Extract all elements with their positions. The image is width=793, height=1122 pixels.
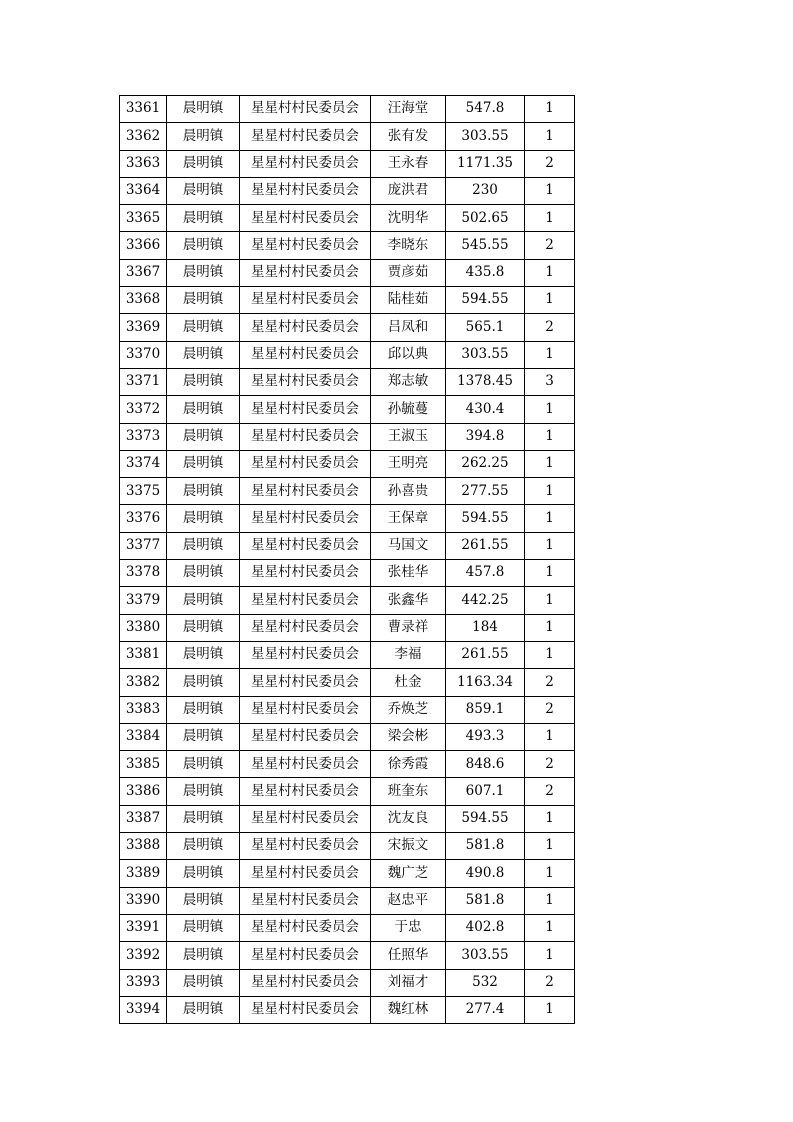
amount-cell: 303.55 — [446, 123, 525, 150]
table-row — [120, 614, 575, 641]
table-row — [120, 969, 575, 996]
table-body — [120, 96, 575, 1024]
row-number-cell: 3368 — [120, 287, 167, 314]
town-cell: 晨明镇 — [167, 942, 240, 969]
person-name-cell: 刘福才 — [371, 969, 446, 996]
town-cell: 晨明镇 — [167, 96, 240, 123]
count-cell: 1 — [525, 450, 575, 477]
town-cell: 晨明镇 — [167, 287, 240, 314]
count-cell: 1 — [525, 259, 575, 286]
person-name-cell: 汪海堂 — [371, 96, 446, 123]
town-cell: 晨明镇 — [167, 887, 240, 914]
count-cell: 1 — [525, 423, 575, 450]
person-name-cell: 梁会彬 — [371, 723, 446, 750]
count-cell: 2 — [525, 778, 575, 805]
count-cell: 1 — [525, 833, 575, 860]
row-number-cell: 3377 — [120, 532, 167, 559]
town-cell: 晨明镇 — [167, 669, 240, 696]
person-name-cell: 杜金 — [371, 669, 446, 696]
town-cell: 晨明镇 — [167, 641, 240, 668]
table-row — [120, 833, 575, 860]
person-name-cell: 孙喜贵 — [371, 478, 446, 505]
row-number-cell: 3390 — [120, 887, 167, 914]
village-committee-cell: 星星村村民委员会 — [240, 177, 371, 204]
person-name-cell: 曹录祥 — [371, 614, 446, 641]
records-table — [119, 95, 575, 1024]
person-name-cell: 张桂华 — [371, 560, 446, 587]
village-committee-cell: 星星村村民委员会 — [240, 259, 371, 286]
table-row — [120, 505, 575, 532]
amount-cell: 581.8 — [446, 887, 525, 914]
row-number-cell: 3387 — [120, 805, 167, 832]
row-number-cell: 3376 — [120, 505, 167, 532]
village-committee-cell: 星星村村民委员会 — [240, 368, 371, 395]
amount-cell: 277.55 — [446, 478, 525, 505]
person-name-cell: 贾彦茹 — [371, 259, 446, 286]
amount-cell: 1163.34 — [446, 669, 525, 696]
count-cell: 1 — [525, 805, 575, 832]
person-name-cell: 李晓东 — [371, 232, 446, 259]
count-cell: 1 — [525, 641, 575, 668]
table-row — [120, 805, 575, 832]
table-row — [120, 942, 575, 969]
table-row — [120, 860, 575, 887]
town-cell: 晨明镇 — [167, 560, 240, 587]
row-number-cell: 3369 — [120, 314, 167, 341]
count-cell: 1 — [525, 287, 575, 314]
village-committee-cell: 星星村村民委员会 — [240, 914, 371, 941]
row-number-cell: 3394 — [120, 996, 167, 1023]
town-cell: 晨明镇 — [167, 314, 240, 341]
count-cell: 1 — [525, 341, 575, 368]
person-name-cell: 张有发 — [371, 123, 446, 150]
village-committee-cell: 星星村村民委员会 — [240, 887, 371, 914]
table-row — [120, 205, 575, 232]
town-cell: 晨明镇 — [167, 996, 240, 1023]
person-name-cell: 李福 — [371, 641, 446, 668]
table-row — [120, 341, 575, 368]
table-row — [120, 150, 575, 177]
town-cell: 晨明镇 — [167, 860, 240, 887]
village-committee-cell: 星星村村民委员会 — [240, 969, 371, 996]
town-cell: 晨明镇 — [167, 969, 240, 996]
town-cell: 晨明镇 — [167, 123, 240, 150]
person-name-cell: 魏广芝 — [371, 860, 446, 887]
table-row — [120, 450, 575, 477]
village-committee-cell: 星星村村民委员会 — [240, 641, 371, 668]
count-cell: 1 — [525, 887, 575, 914]
row-number-cell: 3363 — [120, 150, 167, 177]
village-committee-cell: 星星村村民委员会 — [240, 505, 371, 532]
table-row — [120, 478, 575, 505]
row-number-cell: 3380 — [120, 614, 167, 641]
count-cell: 2 — [525, 696, 575, 723]
row-number-cell: 3386 — [120, 778, 167, 805]
row-number-cell: 3373 — [120, 423, 167, 450]
row-number-cell: 3374 — [120, 450, 167, 477]
amount-cell: 394.8 — [446, 423, 525, 450]
person-name-cell: 吕凤和 — [371, 314, 446, 341]
town-cell: 晨明镇 — [167, 914, 240, 941]
village-committee-cell: 星星村村民委员会 — [240, 778, 371, 805]
village-committee-cell: 星星村村民委员会 — [240, 314, 371, 341]
row-number-cell: 3384 — [120, 723, 167, 750]
person-name-cell: 赵忠平 — [371, 887, 446, 914]
table-row — [120, 96, 575, 123]
person-name-cell: 庞洪君 — [371, 177, 446, 204]
table-row — [120, 396, 575, 423]
town-cell: 晨明镇 — [167, 450, 240, 477]
person-name-cell: 郑志敏 — [371, 368, 446, 395]
row-number-cell: 3381 — [120, 641, 167, 668]
amount-cell: 594.55 — [446, 505, 525, 532]
table-row — [120, 177, 575, 204]
amount-cell: 607.1 — [446, 778, 525, 805]
amount-cell: 262.25 — [446, 450, 525, 477]
amount-cell: 277.4 — [446, 996, 525, 1023]
village-committee-cell: 星星村村民委员会 — [240, 450, 371, 477]
person-name-cell: 王保章 — [371, 505, 446, 532]
table-row — [120, 887, 575, 914]
village-committee-cell: 星星村村民委员会 — [240, 614, 371, 641]
town-cell: 晨明镇 — [167, 587, 240, 614]
town-cell: 晨明镇 — [167, 177, 240, 204]
amount-cell: 532 — [446, 969, 525, 996]
village-committee-cell: 星星村村民委员会 — [240, 942, 371, 969]
town-cell: 晨明镇 — [167, 368, 240, 395]
row-number-cell: 3364 — [120, 177, 167, 204]
amount-cell: 1171.35 — [446, 150, 525, 177]
amount-cell: 457.8 — [446, 560, 525, 587]
count-cell: 2 — [525, 669, 575, 696]
amount-cell: 594.55 — [446, 287, 525, 314]
town-cell: 晨明镇 — [167, 805, 240, 832]
person-name-cell: 马国文 — [371, 532, 446, 559]
person-name-cell: 任照华 — [371, 942, 446, 969]
row-number-cell: 3382 — [120, 669, 167, 696]
town-cell: 晨明镇 — [167, 532, 240, 559]
count-cell: 1 — [525, 560, 575, 587]
count-cell: 1 — [525, 123, 575, 150]
count-cell: 2 — [525, 969, 575, 996]
amount-cell: 594.55 — [446, 805, 525, 832]
table-row — [120, 778, 575, 805]
person-name-cell: 王明亮 — [371, 450, 446, 477]
table-row — [120, 259, 575, 286]
row-number-cell: 3361 — [120, 96, 167, 123]
count-cell: 1 — [525, 860, 575, 887]
village-committee-cell: 星星村村民委员会 — [240, 587, 371, 614]
town-cell: 晨明镇 — [167, 696, 240, 723]
table-row — [120, 314, 575, 341]
amount-cell: 859.1 — [446, 696, 525, 723]
row-number-cell: 3383 — [120, 696, 167, 723]
village-committee-cell: 星星村村民委员会 — [240, 833, 371, 860]
village-committee-cell: 星星村村民委员会 — [240, 751, 371, 778]
count-cell: 1 — [525, 96, 575, 123]
person-name-cell: 乔焕芝 — [371, 696, 446, 723]
table-row — [120, 996, 575, 1023]
count-cell: 1 — [525, 205, 575, 232]
town-cell: 晨明镇 — [167, 833, 240, 860]
table-row — [120, 669, 575, 696]
row-number-cell: 3393 — [120, 969, 167, 996]
person-name-cell: 沈明华 — [371, 205, 446, 232]
row-number-cell: 3366 — [120, 232, 167, 259]
table-row — [120, 751, 575, 778]
table-row — [120, 914, 575, 941]
village-committee-cell: 星星村村民委员会 — [240, 723, 371, 750]
row-number-cell: 3362 — [120, 123, 167, 150]
person-name-cell: 徐秀霞 — [371, 751, 446, 778]
table-row — [120, 587, 575, 614]
person-name-cell: 王永春 — [371, 150, 446, 177]
amount-cell: 303.55 — [446, 341, 525, 368]
row-number-cell: 3392 — [120, 942, 167, 969]
count-cell: 1 — [525, 942, 575, 969]
row-number-cell: 3370 — [120, 341, 167, 368]
village-committee-cell: 星星村村民委员会 — [240, 478, 371, 505]
village-committee-cell: 星星村村民委员会 — [240, 232, 371, 259]
count-cell: 1 — [525, 587, 575, 614]
amount-cell: 261.55 — [446, 641, 525, 668]
village-committee-cell: 星星村村民委员会 — [240, 123, 371, 150]
person-name-cell: 孙毓蔓 — [371, 396, 446, 423]
table-row — [120, 723, 575, 750]
table-row — [120, 123, 575, 150]
village-committee-cell: 星星村村民委员会 — [240, 396, 371, 423]
row-number-cell: 3391 — [120, 914, 167, 941]
row-number-cell: 3379 — [120, 587, 167, 614]
village-committee-cell: 星星村村民委员会 — [240, 150, 371, 177]
amount-cell: 565.1 — [446, 314, 525, 341]
village-committee-cell: 星星村村民委员会 — [240, 805, 371, 832]
count-cell: 3 — [525, 368, 575, 395]
village-committee-cell: 星星村村民委员会 — [240, 669, 371, 696]
row-number-cell: 3371 — [120, 368, 167, 395]
village-committee-cell: 星星村村民委员会 — [240, 341, 371, 368]
amount-cell: 402.8 — [446, 914, 525, 941]
amount-cell: 430.4 — [446, 396, 525, 423]
village-committee-cell: 星星村村民委员会 — [240, 287, 371, 314]
person-name-cell: 张鑫华 — [371, 587, 446, 614]
person-name-cell: 魏红林 — [371, 996, 446, 1023]
amount-cell: 581.8 — [446, 833, 525, 860]
count-cell: 2 — [525, 232, 575, 259]
person-name-cell: 王淑玉 — [371, 423, 446, 450]
count-cell: 2 — [525, 150, 575, 177]
town-cell: 晨明镇 — [167, 150, 240, 177]
town-cell: 晨明镇 — [167, 232, 240, 259]
amount-cell: 303.55 — [446, 942, 525, 969]
town-cell: 晨明镇 — [167, 614, 240, 641]
row-number-cell: 3367 — [120, 259, 167, 286]
amount-cell: 1378.45 — [446, 368, 525, 395]
row-number-cell: 3389 — [120, 860, 167, 887]
amount-cell: 490.8 — [446, 860, 525, 887]
row-number-cell: 3375 — [120, 478, 167, 505]
amount-cell: 184 — [446, 614, 525, 641]
table-row — [120, 232, 575, 259]
town-cell: 晨明镇 — [167, 205, 240, 232]
row-number-cell: 3388 — [120, 833, 167, 860]
village-committee-cell: 星星村村民委员会 — [240, 560, 371, 587]
row-number-cell: 3372 — [120, 396, 167, 423]
person-name-cell: 宋振文 — [371, 833, 446, 860]
count-cell: 2 — [525, 314, 575, 341]
table-row — [120, 423, 575, 450]
town-cell: 晨明镇 — [167, 341, 240, 368]
person-name-cell: 于忠 — [371, 914, 446, 941]
person-name-cell: 沈友良 — [371, 805, 446, 832]
count-cell: 1 — [525, 532, 575, 559]
town-cell: 晨明镇 — [167, 478, 240, 505]
amount-cell: 547.8 — [446, 96, 525, 123]
count-cell: 1 — [525, 723, 575, 750]
amount-cell: 435.8 — [446, 259, 525, 286]
row-number-cell: 3378 — [120, 560, 167, 587]
town-cell: 晨明镇 — [167, 423, 240, 450]
village-committee-cell: 星星村村民委员会 — [240, 996, 371, 1023]
table-row — [120, 641, 575, 668]
town-cell: 晨明镇 — [167, 505, 240, 532]
village-committee-cell: 星星村村民委员会 — [240, 423, 371, 450]
table-row — [120, 560, 575, 587]
amount-cell: 442.25 — [446, 587, 525, 614]
person-name-cell: 陆桂茹 — [371, 287, 446, 314]
amount-cell: 545.55 — [446, 232, 525, 259]
village-committee-cell: 星星村村民委员会 — [240, 205, 371, 232]
table-row — [120, 532, 575, 559]
person-name-cell: 班奎东 — [371, 778, 446, 805]
count-cell: 1 — [525, 478, 575, 505]
count-cell: 1 — [525, 177, 575, 204]
count-cell: 1 — [525, 505, 575, 532]
town-cell: 晨明镇 — [167, 396, 240, 423]
amount-cell: 261.55 — [446, 532, 525, 559]
count-cell: 1 — [525, 614, 575, 641]
count-cell: 2 — [525, 751, 575, 778]
village-committee-cell: 星星村村民委员会 — [240, 860, 371, 887]
town-cell: 晨明镇 — [167, 259, 240, 286]
row-number-cell: 3365 — [120, 205, 167, 232]
amount-cell: 493.3 — [446, 723, 525, 750]
village-committee-cell: 星星村村民委员会 — [240, 696, 371, 723]
town-cell: 晨明镇 — [167, 723, 240, 750]
amount-cell: 848.6 — [446, 751, 525, 778]
table-row — [120, 287, 575, 314]
village-committee-cell: 星星村村民委员会 — [240, 532, 371, 559]
table-row — [120, 368, 575, 395]
village-committee-cell: 星星村村民委员会 — [240, 96, 371, 123]
town-cell: 晨明镇 — [167, 751, 240, 778]
count-cell: 1 — [525, 914, 575, 941]
count-cell: 1 — [525, 996, 575, 1023]
person-name-cell: 邱以典 — [371, 341, 446, 368]
town-cell: 晨明镇 — [167, 778, 240, 805]
amount-cell: 230 — [446, 177, 525, 204]
count-cell: 1 — [525, 396, 575, 423]
table-row — [120, 696, 575, 723]
amount-cell: 502.65 — [446, 205, 525, 232]
row-number-cell: 3385 — [120, 751, 167, 778]
